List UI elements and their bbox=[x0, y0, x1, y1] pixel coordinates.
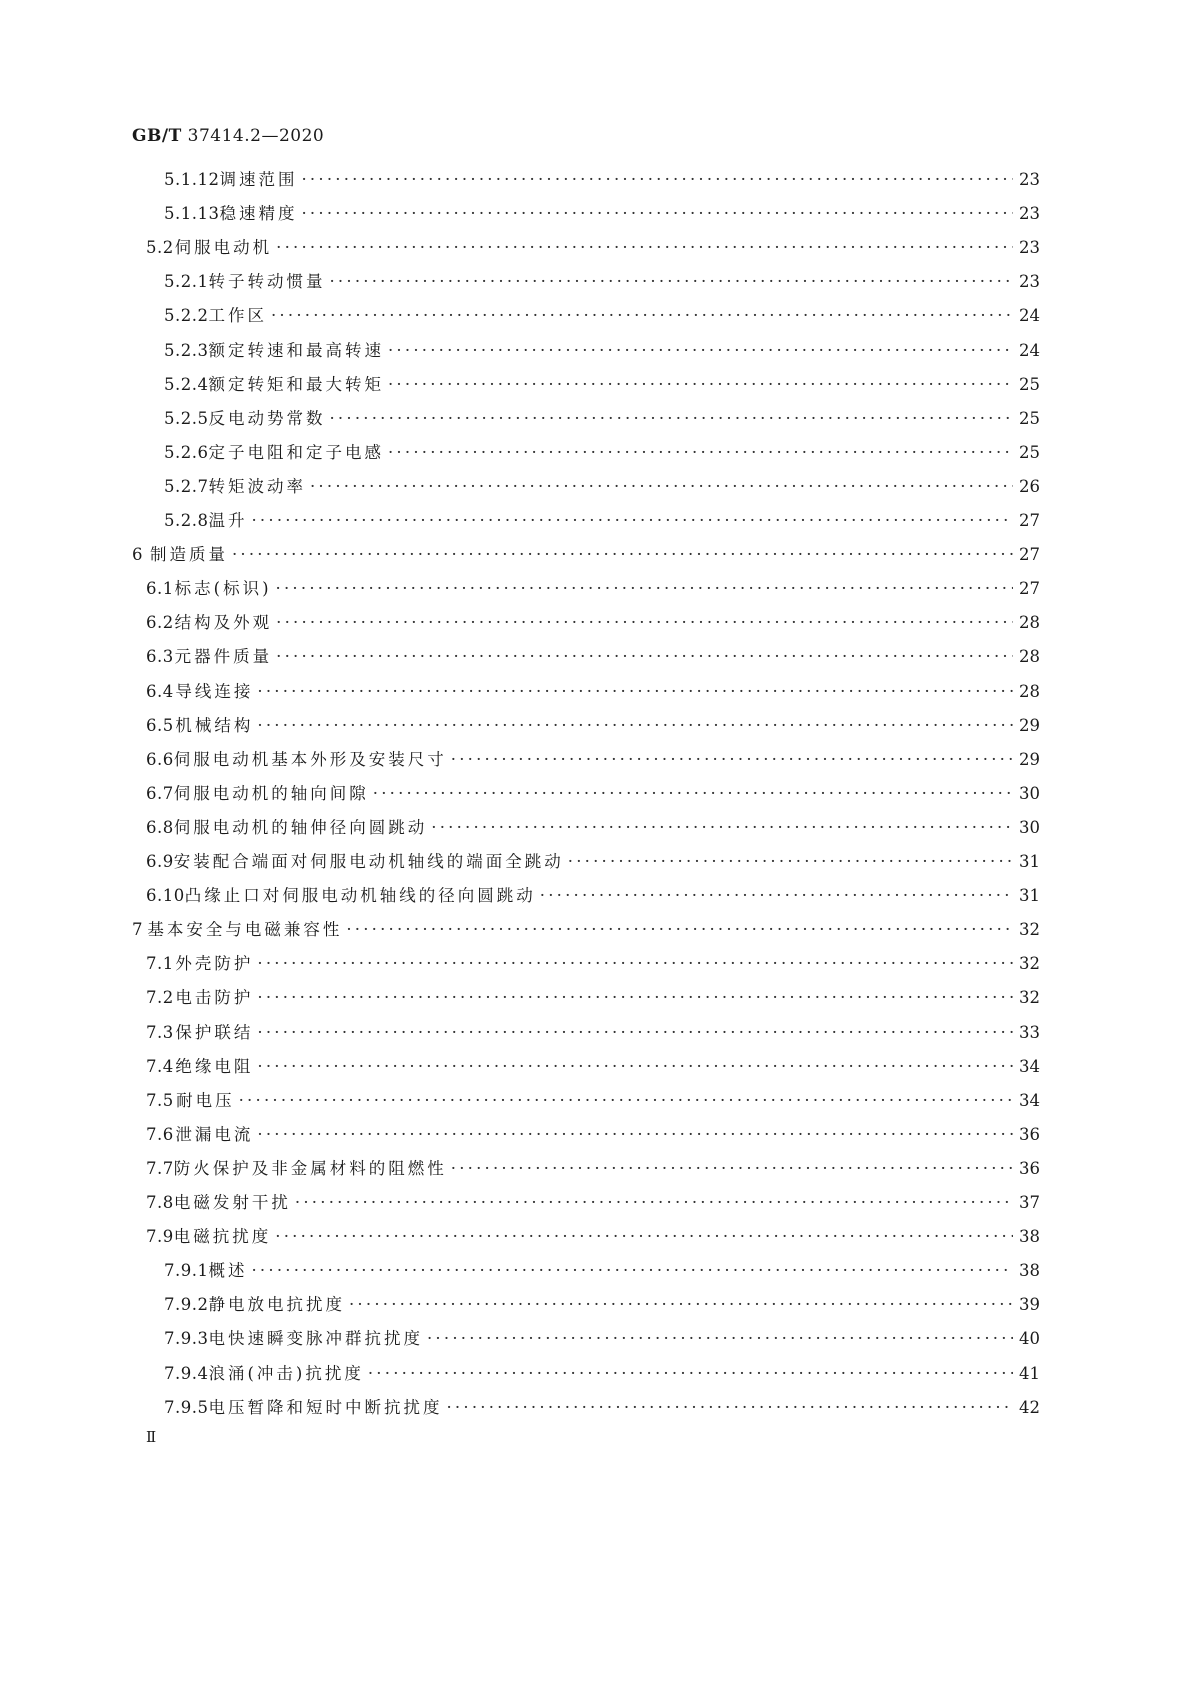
dot-leader bbox=[232, 543, 1013, 567]
toc-entry-title: 伺服电动机基本外形及安装尺寸 bbox=[173, 749, 447, 769]
toc-entry-page: 23 bbox=[1019, 204, 1040, 224]
dot-leader bbox=[301, 202, 1013, 226]
toc-entry-page: 25 bbox=[1019, 374, 1040, 394]
toc-entry-number: 7.9.1 bbox=[164, 1261, 209, 1281]
toc-entry-title: 电击防护 bbox=[175, 988, 254, 1008]
toc-entry[interactable] bbox=[0, 168, 1040, 192]
toc-entry-page: 24 bbox=[1019, 340, 1040, 360]
toc-entry-number: 7.4 bbox=[146, 1056, 174, 1076]
toc-entry-title: 防火保护及非金属材料的阻燃性 bbox=[173, 1158, 447, 1178]
dot-leader bbox=[568, 850, 1013, 874]
page-number-roman: Ⅱ bbox=[146, 1428, 157, 1446]
dot-leader bbox=[276, 236, 1013, 260]
toc-entry-page: 27 bbox=[1019, 545, 1040, 565]
toc-entry[interactable] bbox=[0, 748, 1040, 772]
toc-entry-page: 32 bbox=[1019, 920, 1040, 940]
toc-entry-title: 工作区 bbox=[208, 306, 267, 326]
toc-entry[interactable] bbox=[0, 1089, 1040, 1113]
dot-leader bbox=[446, 1396, 1013, 1420]
toc-entry-title: 电磁发射干扰 bbox=[173, 1193, 291, 1212]
toc-entry-page: 37 bbox=[1019, 1193, 1040, 1212]
toc-entry-number: 7.6 bbox=[146, 1124, 174, 1144]
toc-entry-number: 6.4 bbox=[146, 681, 174, 701]
toc-entry-page: 25 bbox=[1019, 442, 1040, 462]
toc-entry-page: 31 bbox=[1019, 886, 1040, 906]
toc-entry-page: 32 bbox=[1019, 988, 1040, 1008]
dot-leader bbox=[271, 304, 1013, 328]
toc-entry[interactable] bbox=[0, 509, 1040, 533]
toc-entry-page: 25 bbox=[1019, 408, 1040, 428]
dot-leader bbox=[295, 1191, 1013, 1215]
toc-entry-page: 28 bbox=[1019, 681, 1040, 701]
dot-leader bbox=[310, 475, 1013, 499]
toc-entry-number: 5.2.5 bbox=[164, 408, 209, 428]
toc-entry[interactable] bbox=[0, 1021, 1040, 1045]
toc-entry-number: 5.2.1 bbox=[164, 272, 209, 292]
toc-entry[interactable] bbox=[0, 645, 1040, 669]
toc-entry-title: 外壳防护 bbox=[175, 954, 254, 974]
toc-entry-number: 5.2.3 bbox=[164, 340, 209, 360]
toc-entry-title: 转矩波动率 bbox=[208, 476, 306, 496]
toc-entry[interactable] bbox=[0, 304, 1040, 328]
toc-entry[interactable] bbox=[0, 714, 1040, 738]
toc-entry-page: 38 bbox=[1019, 1227, 1040, 1247]
toc-entry-title: 电压暂降和短时中断抗扰度 bbox=[208, 1397, 443, 1417]
toc-entry[interactable] bbox=[0, 1157, 1040, 1181]
toc-entry-page: 40 bbox=[1019, 1329, 1040, 1349]
dot-leader bbox=[257, 1021, 1013, 1045]
toc-entry[interactable] bbox=[0, 952, 1040, 976]
toc-entry[interactable] bbox=[0, 1225, 1040, 1249]
dot-leader bbox=[329, 407, 1013, 431]
toc-entry-number: 7 bbox=[132, 920, 143, 940]
toc-entry-title: 凸缘止口对伺服电动机轴线的径向圆跳动 bbox=[184, 886, 536, 906]
dot-leader bbox=[329, 270, 1013, 294]
toc-entry[interactable] bbox=[0, 407, 1040, 431]
toc-entry-page: 23 bbox=[1019, 238, 1040, 258]
toc-entry[interactable] bbox=[0, 1259, 1040, 1283]
toc-entry-title: 伺服电动机的轴伸径向圆跳动 bbox=[173, 817, 428, 837]
toc-entry-title: 伺服电动机的轴向间隙 bbox=[173, 783, 369, 803]
dot-leader bbox=[346, 918, 1013, 942]
toc-entry-title: 安装配合端面对伺服电动机轴线的端面全跳动 bbox=[173, 852, 564, 871]
toc-entry-title: 保护联结 bbox=[175, 1022, 254, 1042]
dot-leader bbox=[276, 611, 1013, 635]
dot-leader bbox=[451, 1157, 1013, 1181]
toc-entry-number: 7.8 bbox=[146, 1193, 174, 1212]
toc-entry[interactable] bbox=[0, 441, 1040, 465]
toc-entry[interactable] bbox=[0, 850, 1040, 874]
toc-entry[interactable] bbox=[0, 918, 1040, 942]
dot-leader bbox=[301, 168, 1013, 192]
toc-entry-number: 6.2 bbox=[146, 613, 174, 633]
toc-entry[interactable] bbox=[0, 1123, 1040, 1147]
dot-leader bbox=[388, 339, 1013, 363]
toc-entry-title: 转子转动惯量 bbox=[208, 272, 326, 292]
toc-entry-number: 7.5 bbox=[146, 1090, 174, 1110]
dot-leader bbox=[251, 1259, 1013, 1283]
standard-number: 37414.2—2020 bbox=[187, 126, 325, 146]
dot-leader bbox=[257, 952, 1013, 976]
toc-entry-title: 定子电阻和定子电感 bbox=[208, 442, 384, 462]
toc-entry-number: 7.1 bbox=[146, 954, 174, 974]
toc-entry-number: 5.2.8 bbox=[164, 511, 209, 530]
toc-entry-number: 5.2.2 bbox=[164, 306, 209, 326]
toc-entry-page: 28 bbox=[1019, 647, 1040, 667]
toc-entry-number: 6.3 bbox=[146, 647, 174, 667]
toc-entry-number: 5.1.13 bbox=[164, 204, 220, 224]
toc-entry-number: 6.9 bbox=[146, 852, 174, 871]
toc-entry-title: 结构及外观 bbox=[174, 613, 273, 633]
toc-entry[interactable] bbox=[0, 816, 1040, 840]
toc-entry[interactable] bbox=[0, 577, 1040, 601]
toc-entry-page: 24 bbox=[1019, 306, 1040, 326]
toc-entry-page: 27 bbox=[1019, 511, 1040, 530]
toc-entry-page: 30 bbox=[1019, 783, 1040, 803]
dot-leader bbox=[451, 748, 1013, 772]
toc-entry-number: 5.1.12 bbox=[164, 170, 220, 189]
toc-entry-page: 27 bbox=[1019, 579, 1040, 599]
toc-entry-title: 概述 bbox=[208, 1261, 248, 1281]
toc-entry-page: 29 bbox=[1019, 715, 1040, 735]
toc-entry-number: 5.2.7 bbox=[164, 476, 209, 496]
toc-entry-title: 静电放电抗扰度 bbox=[208, 1295, 345, 1315]
toc-entry-number: 6.7 bbox=[146, 783, 174, 803]
toc-entry-page: 42 bbox=[1019, 1397, 1040, 1417]
toc-entry-page: 23 bbox=[1019, 272, 1040, 292]
toc-entry-title: 电快速瞬变脉冲群抗扰度 bbox=[208, 1329, 423, 1349]
dot-leader bbox=[251, 509, 1013, 533]
toc-entry-number: 7.9.4 bbox=[164, 1363, 209, 1383]
toc-entry-title: 额定转矩和最大转矩 bbox=[208, 374, 384, 394]
toc-entry[interactable] bbox=[0, 339, 1040, 363]
toc-entry-page: 39 bbox=[1019, 1295, 1040, 1315]
toc-entry-number: 5.2.4 bbox=[164, 374, 209, 394]
toc-entry-number: 7.9.3 bbox=[164, 1329, 209, 1349]
toc-entry-title: 耐电压 bbox=[176, 1090, 235, 1110]
toc-entry[interactable] bbox=[0, 986, 1040, 1010]
toc-entry-page: 31 bbox=[1019, 852, 1040, 871]
dot-leader bbox=[427, 1327, 1013, 1351]
toc-entry[interactable] bbox=[0, 475, 1040, 499]
toc-entry-page: 23 bbox=[1019, 170, 1040, 189]
toc-entry-page: 38 bbox=[1019, 1261, 1040, 1281]
toc-entry[interactable] bbox=[0, 270, 1040, 294]
toc-entry-number: 5.2 bbox=[146, 238, 174, 258]
dot-leader bbox=[257, 1123, 1013, 1147]
toc-entry-title: 浪涌(冲击)抗扰度 bbox=[208, 1363, 364, 1383]
toc-entry-title: 制造质量 bbox=[149, 545, 228, 565]
toc-entry-page: 34 bbox=[1019, 1090, 1040, 1110]
toc-entry-title: 元器件质量 bbox=[174, 647, 273, 667]
toc-entry[interactable] bbox=[0, 236, 1040, 260]
dot-leader bbox=[373, 782, 1013, 806]
toc-entry-title: 标志(标识) bbox=[174, 579, 272, 599]
dot-leader bbox=[257, 986, 1013, 1010]
toc-entry-page: 36 bbox=[1019, 1158, 1040, 1178]
toc-entry-number: 7.2 bbox=[146, 988, 174, 1008]
dot-leader bbox=[349, 1293, 1013, 1317]
dot-leader bbox=[388, 373, 1013, 397]
toc-entry[interactable] bbox=[0, 680, 1040, 704]
toc-entry-page: 36 bbox=[1019, 1124, 1040, 1144]
dot-leader bbox=[257, 680, 1013, 704]
toc-entry-page: 30 bbox=[1019, 817, 1040, 837]
dot-leader bbox=[388, 441, 1013, 465]
toc-entry[interactable] bbox=[0, 1362, 1040, 1386]
toc-entry-title: 机械结构 bbox=[175, 715, 254, 735]
toc-entry[interactable] bbox=[0, 1327, 1040, 1351]
toc-entry[interactable] bbox=[0, 1055, 1040, 1079]
dot-leader bbox=[431, 816, 1013, 840]
toc-entry[interactable] bbox=[0, 1191, 1040, 1215]
toc-entry[interactable] bbox=[0, 782, 1040, 806]
toc-entry-number: 7.9.5 bbox=[164, 1397, 209, 1417]
toc-entry-number: 7.7 bbox=[146, 1158, 174, 1178]
dot-leader bbox=[276, 645, 1013, 669]
toc-entry-number: 7.9 bbox=[146, 1227, 174, 1247]
toc-entry-title: 反电动势常数 bbox=[208, 408, 326, 428]
toc-entry-number: 6.5 bbox=[146, 715, 174, 735]
dot-leader bbox=[257, 714, 1013, 738]
dot-leader bbox=[275, 1225, 1013, 1249]
toc-entry-number: 6.1 bbox=[146, 579, 174, 599]
toc-entry-title: 泄漏电流 bbox=[175, 1124, 254, 1144]
toc-entry-title: 基本安全与电磁兼容性 bbox=[147, 920, 343, 940]
toc-entry[interactable] bbox=[0, 1293, 1040, 1317]
dot-leader bbox=[257, 1055, 1013, 1079]
toc-entry-page: 41 bbox=[1019, 1363, 1040, 1383]
toc-entry-title: 伺服电动机 bbox=[174, 238, 273, 258]
toc-entry-page: 33 bbox=[1019, 1022, 1040, 1042]
toc-entry-title: 绝缘电阻 bbox=[175, 1056, 254, 1076]
toc-entry-title: 导线连接 bbox=[175, 681, 254, 701]
toc-entry-title: 额定转速和最高转速 bbox=[208, 340, 384, 360]
dot-leader bbox=[540, 884, 1013, 908]
toc-entry-page: 32 bbox=[1019, 954, 1040, 974]
toc-entry[interactable] bbox=[0, 1396, 1040, 1420]
toc-entry-title: 电磁抗扰度 bbox=[173, 1227, 272, 1247]
toc-entry-number: 6 bbox=[132, 545, 143, 565]
toc-entry-page: 28 bbox=[1019, 613, 1040, 633]
toc-entry-page: 26 bbox=[1019, 476, 1040, 496]
dot-leader bbox=[276, 577, 1013, 601]
toc-entry[interactable] bbox=[0, 884, 1040, 908]
toc-entry-number: 6.8 bbox=[146, 817, 174, 837]
standard-code: GB/T bbox=[132, 126, 182, 146]
toc-entry-number: 7.9.2 bbox=[164, 1295, 209, 1315]
toc-entry[interactable] bbox=[0, 611, 1040, 635]
toc-entry[interactable] bbox=[0, 543, 1040, 567]
toc-entry-title: 稳速精度 bbox=[219, 204, 298, 224]
toc-entry-number: 7.3 bbox=[146, 1022, 174, 1042]
toc-entry-number: 6.10 bbox=[146, 886, 185, 906]
toc-entry-title: 调速范围 bbox=[219, 170, 298, 189]
toc-entry-number: 6.6 bbox=[146, 749, 174, 769]
toc-entry[interactable] bbox=[0, 373, 1040, 397]
toc-entry-title: 温升 bbox=[208, 511, 248, 530]
toc-entry-number: 5.2.6 bbox=[164, 442, 209, 462]
dot-leader bbox=[368, 1362, 1013, 1386]
toc-entry-page: 29 bbox=[1019, 749, 1040, 769]
toc-entry-page: 34 bbox=[1019, 1056, 1040, 1076]
toc-entry[interactable] bbox=[0, 202, 1040, 226]
dot-leader bbox=[239, 1089, 1013, 1113]
